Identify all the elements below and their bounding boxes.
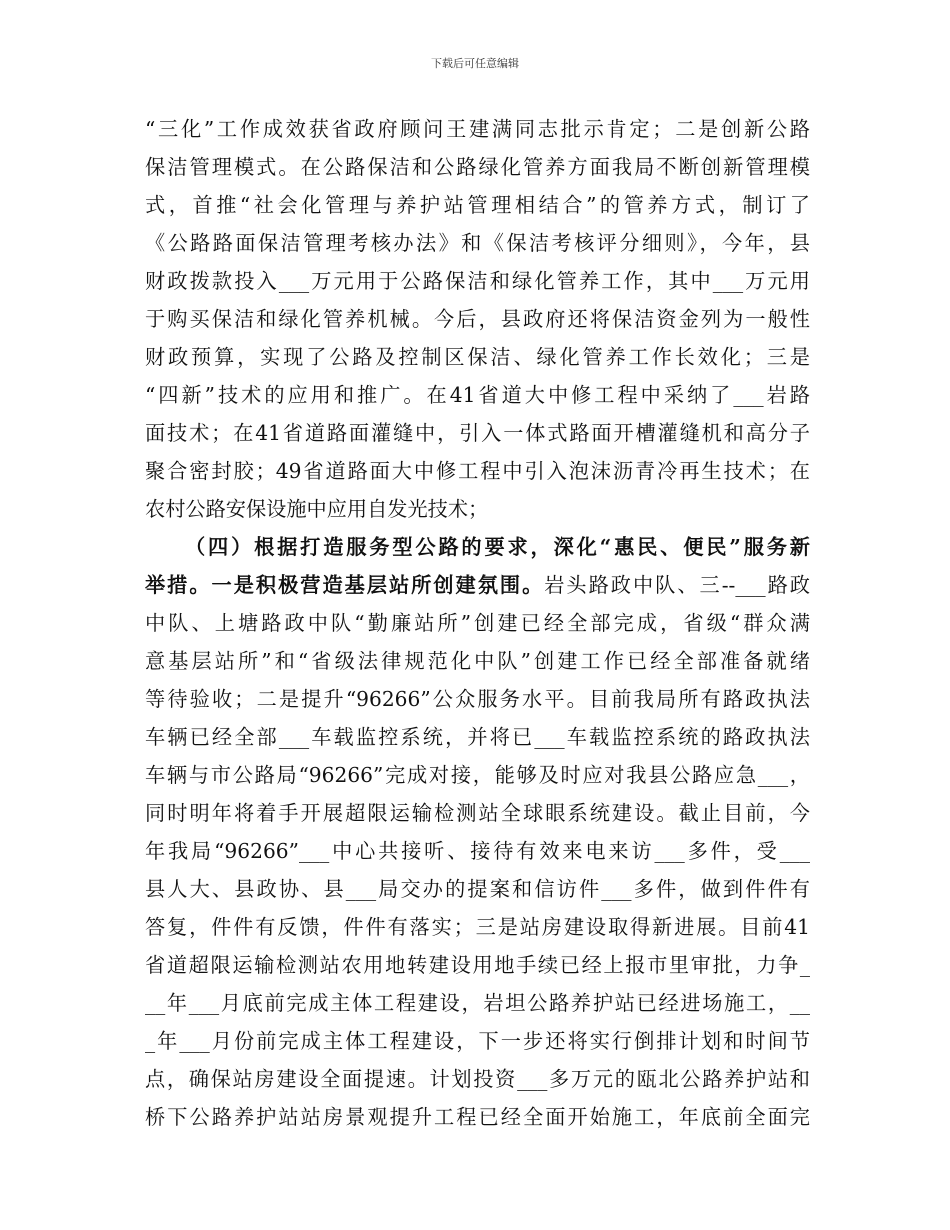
text-line: 车辆与市公路局“96266”完成对接，能够及时应对我县公路应急___， xyxy=(145,763,810,787)
text-line: __年___月底前完成主体工程建设，岩坦公路养护站已经进场施工，__ xyxy=(145,991,810,1015)
text-line: 于购买保洁和绿化管养机械。今后，县政府还将保洁资金列为一般性 xyxy=(145,307,810,331)
text-line: 省道超限运输检测站农用地转建设用地手续已经上报市里审批，力争_ xyxy=(145,953,810,977)
text-line: 农村公路安保设施中应用自发光技术； xyxy=(145,497,489,521)
text-line: “四新”技术的应用和推广。在41省道大中修工程中采纳了___岩路 xyxy=(145,383,810,407)
text-line: 财政拨款投入___万元用于公路保洁和绿化管养工作，其中___万元用 xyxy=(145,269,810,293)
text-line: _年___月份前完成主体工程建设，下一步还将实行倒排计划和时间节 xyxy=(145,1029,810,1053)
page-header: 下载后可任意编辑 xyxy=(431,57,519,70)
text-line: 县人大、县政协、县___局交办的提案和信访件___多件，做到件件有 xyxy=(145,877,810,901)
text-line-mixed xyxy=(145,566,810,604)
text-line: 年我局“96266”___中心共接听、接待有效来电来访___多件，受___ xyxy=(145,839,810,863)
text-line: 等待验收；二是提升“96266”公众服务水平。目前我局所有路政执法 xyxy=(145,687,810,711)
text-line: 意基层站所”和“省级法律规范化中队”创建工作已经全部准备就绪 xyxy=(145,649,810,673)
text-line: 同时明年将着手开展超限运输检测站全球眼系统建设。截止目前，今 xyxy=(145,801,810,825)
text-line: 中队、上塘路政中队“勤廉站所”创建已经全部完成，省级“群众满 xyxy=(145,611,810,635)
text-line: 车辆已经全部___车载监控系统，并将已___车载监控系统的路政执法 xyxy=(145,725,810,749)
text-line: 财政预算，实现了公路及控制区保洁、绿化管养工作长效化；三是 xyxy=(145,345,810,369)
text-line: 式，首推“社会化管理与养护站管理相结合”的管养方式，制订了 xyxy=(145,193,810,217)
text-line: 答复，件件有反馈，件件有落实；三是站房建设取得新进展。目前41 xyxy=(145,915,810,939)
text-segment: 岩头路政中队、三--___路政 xyxy=(544,573,810,597)
section-heading-continued: 举措。一是积极营造基层站所创建氛围。 xyxy=(145,573,545,597)
text-line: 保洁管理模式。在公路保洁和公路绿化管养方面我局不断创新管理模 xyxy=(145,155,810,179)
text-line: 聚合密封胶；49省道路面大中修工程中引入泡沫沥青冷再生技术；在 xyxy=(145,459,810,483)
text-line: 面技术；在41省道路面灌缝中，引入一体式路面开槽灌缝机和高分子 xyxy=(145,421,810,445)
text-line: 《公路路面保洁管理考核办法》和《保洁考核评分细则》，今年，县 xyxy=(145,231,810,255)
text-line: “三化”工作成效获省政府顾问王建满同志批示肯定；二是创新公路 xyxy=(145,117,810,141)
text-line: 点，确保站房建设全面提速。计划投资___多万元的瓯北公路养护站和 xyxy=(145,1067,810,1091)
section-heading: （四）根据打造服务型公路的要求，深化“惠民、便民”服务新 xyxy=(185,535,810,559)
text-line: 桥下公路养护站站房景观提升工程已经全面开始施工，年底前全面完 xyxy=(145,1105,810,1129)
document-body xyxy=(145,110,810,1136)
